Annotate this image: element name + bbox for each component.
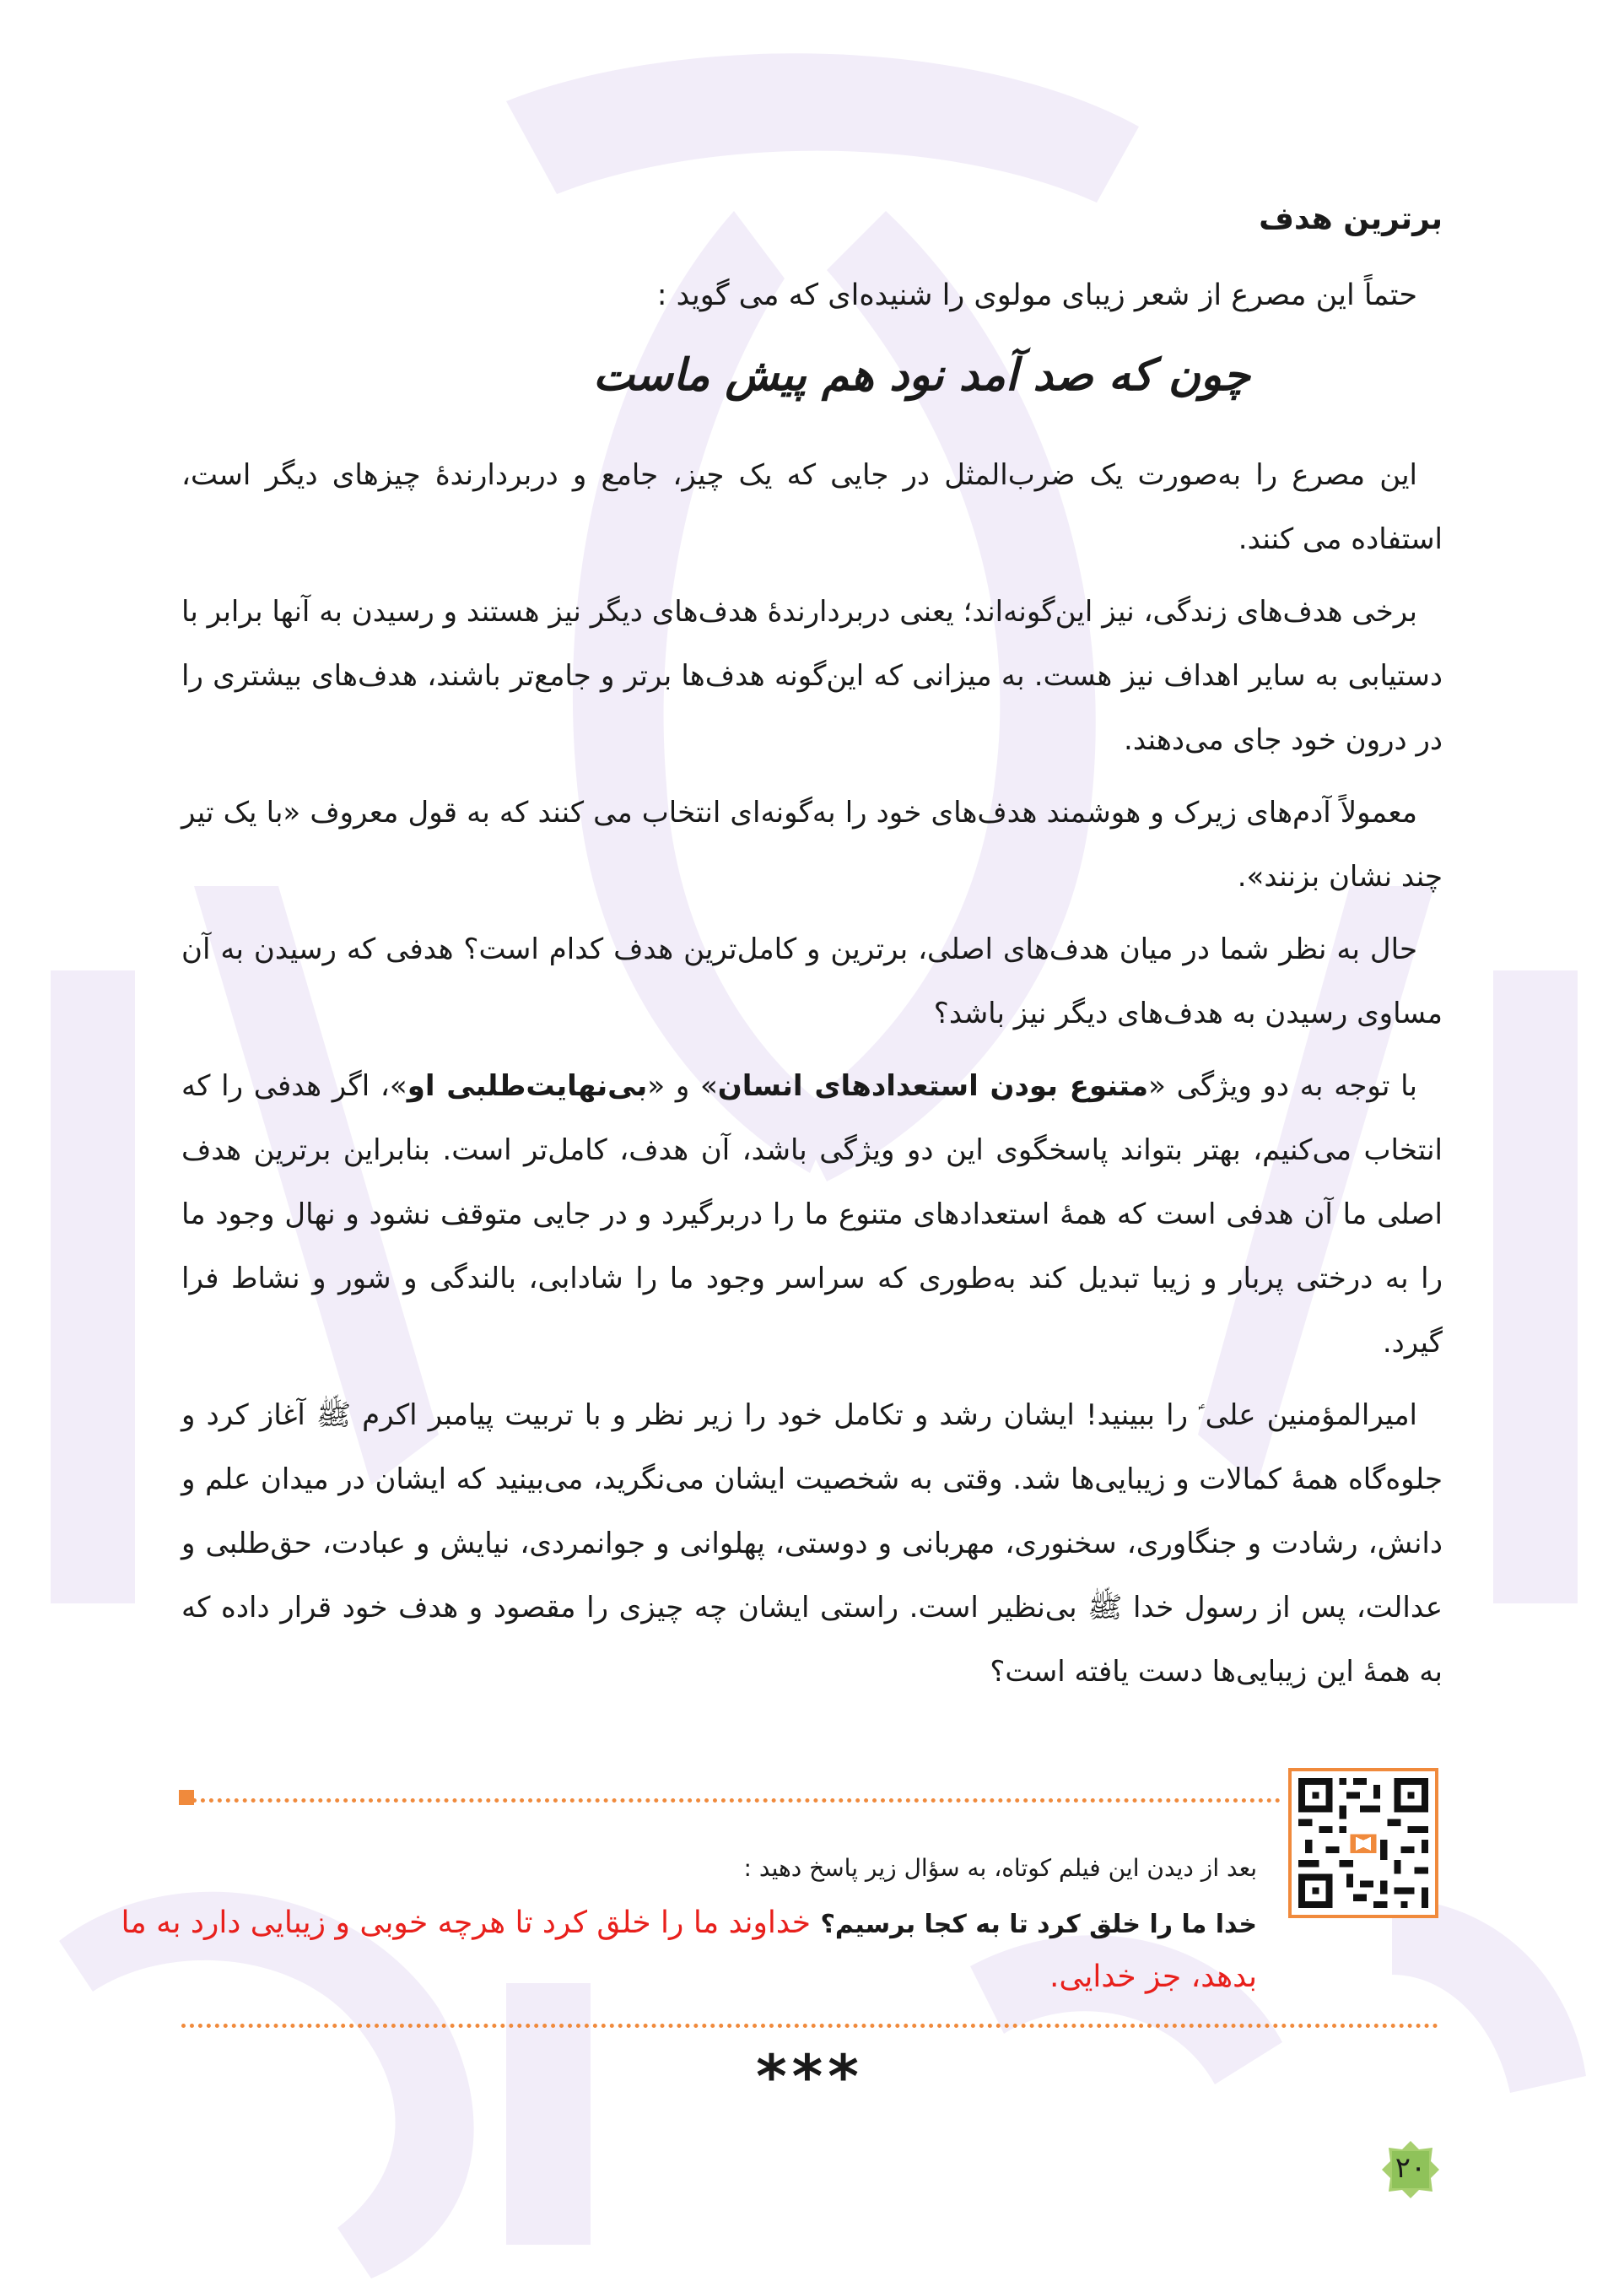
page-number: ۲۰ <box>1395 2151 1427 2185</box>
paragraph-5-part-1: با توجه به دو ویژگی « <box>1148 1069 1417 1103</box>
paragraph-5-part-2: » و « <box>647 1069 718 1103</box>
activity-bottom-divider <box>181 2024 1438 2028</box>
qr-code-icon[interactable] <box>1288 1768 1438 1918</box>
paragraph-6: امیرالمؤمنین علی ؑ را ببینید! ایشان رشد و تکامل خود را زیر نظر و با تربیت پیامبر اکرم ﷺ آغاز کرد و جلوه‌گاه همۀ کمالات و زیبایی‌ها شد. وقتی به شخصیت ایشان می‌نگرید، می‌بینید که ایشان در میدان علم و دانش، رشادت و جنگاوری، سخنوری، مهربانی و دوستی، پهلوانی و جوانمردی، نیایش و عبادت، حق‌طلبی و عدالت، پس از رسول خدا ﷺ بی‌نظیر است. راستی ایشان چه چیزی را مقصود و هدف خود قرار داده که به همۀ این زیبایی‌ها دست یافته است؟ <box>181 1398 1443 1689</box>
paragraph-5-part-3: »، اگر هدفی را که انتخاب می‌کنیم، بهتر بتواند پاسخگوی این دو ویژگی باشد، آن هدف، کامل‌تر است. بنابراین برترین هدف اصلی ما آن هدفی است که همۀ استعدادهای متنوع ما را دربرگیرد و در جایی متوقف نشود و نهال وجود ما را به درختی پربار و زیبا تبدیل کند به‌طوری که سراسر وجود ما را شادابی، بالندگی و شور و نشاط فرا گیرد. <box>181 1069 1443 1360</box>
paragraph-5-bold-2: بی‌نهایت‌طلبی او <box>407 1069 648 1103</box>
activity-prompt: بعد از دیدن این فیلم کوتاه، به سؤال زیر پاسخ دهید : <box>743 1854 1257 1882</box>
orange-square-marker <box>179 1790 194 1805</box>
main-content <box>181 194 1443 1712</box>
paragraph-5 <box>181 1054 1443 1375</box>
section-divider-stars: *** <box>756 2042 864 2111</box>
activity-question: خدا ما را خلق کرد تا به کجا برسیم؟ <box>820 1910 1257 1939</box>
paragraph-2: برخی هدف‌های زندگی، نیز این‌گونه‌اند؛ یعنی دربردارندۀ هدف‌های دیگر نیز هستند و رسیدن به آنها برابر با دستیابی به سایر اهداف نیز هست. به میزانی که این‌گونه هدف‌ها برتر و جامع‌تر باشند، هدف‌های بیشتری را در درون خود جای می‌دهند. <box>181 595 1443 757</box>
paragraph-5-bold-1: متنوع بودن استعدادهای انسان <box>717 1069 1149 1103</box>
activity-answer: خداوند ما را خلق کرد تا هرچه خوبی و زیبایی دارد به ما بدهد، جز خدایی. <box>121 1905 1257 1994</box>
paragraph-3: معمولاً آدم‌های زیرک و هوشمند هدف‌های خود را به‌گونه‌ای انتخاب می کنند که به قول معروف «با یک تیر چند نشان بزنند». <box>181 796 1443 894</box>
paragraph-4: حال به نظر شما در میان هدف‌های اصلی، برترین و کامل‌ترین هدف کدام است؟ هدفی که رسیدن به آن مساوی رسیدن به هدف‌های دیگر نیز باشد؟ <box>181 932 1443 1030</box>
poem-verse: چون که صد آمد نود هم پیش ماست <box>593 349 1250 401</box>
page-number-badge <box>1380 2139 1441 2200</box>
intro-text: حتماً این مصرع از شعر زیبای مولوی را شنیده‌ای که می گوید : <box>656 278 1417 312</box>
paragraph-1: این مصرع را به‌صورت یک ضرب‌المثل در جایی که یک چیز، جامع و دربردارندۀ چیزهای دیگر است، استفاده می کنند. <box>181 458 1443 556</box>
activity-question-answer <box>67 1897 1257 2003</box>
activity-top-divider <box>192 1798 1281 1803</box>
section-title: برترین هدف <box>1259 202 1443 236</box>
